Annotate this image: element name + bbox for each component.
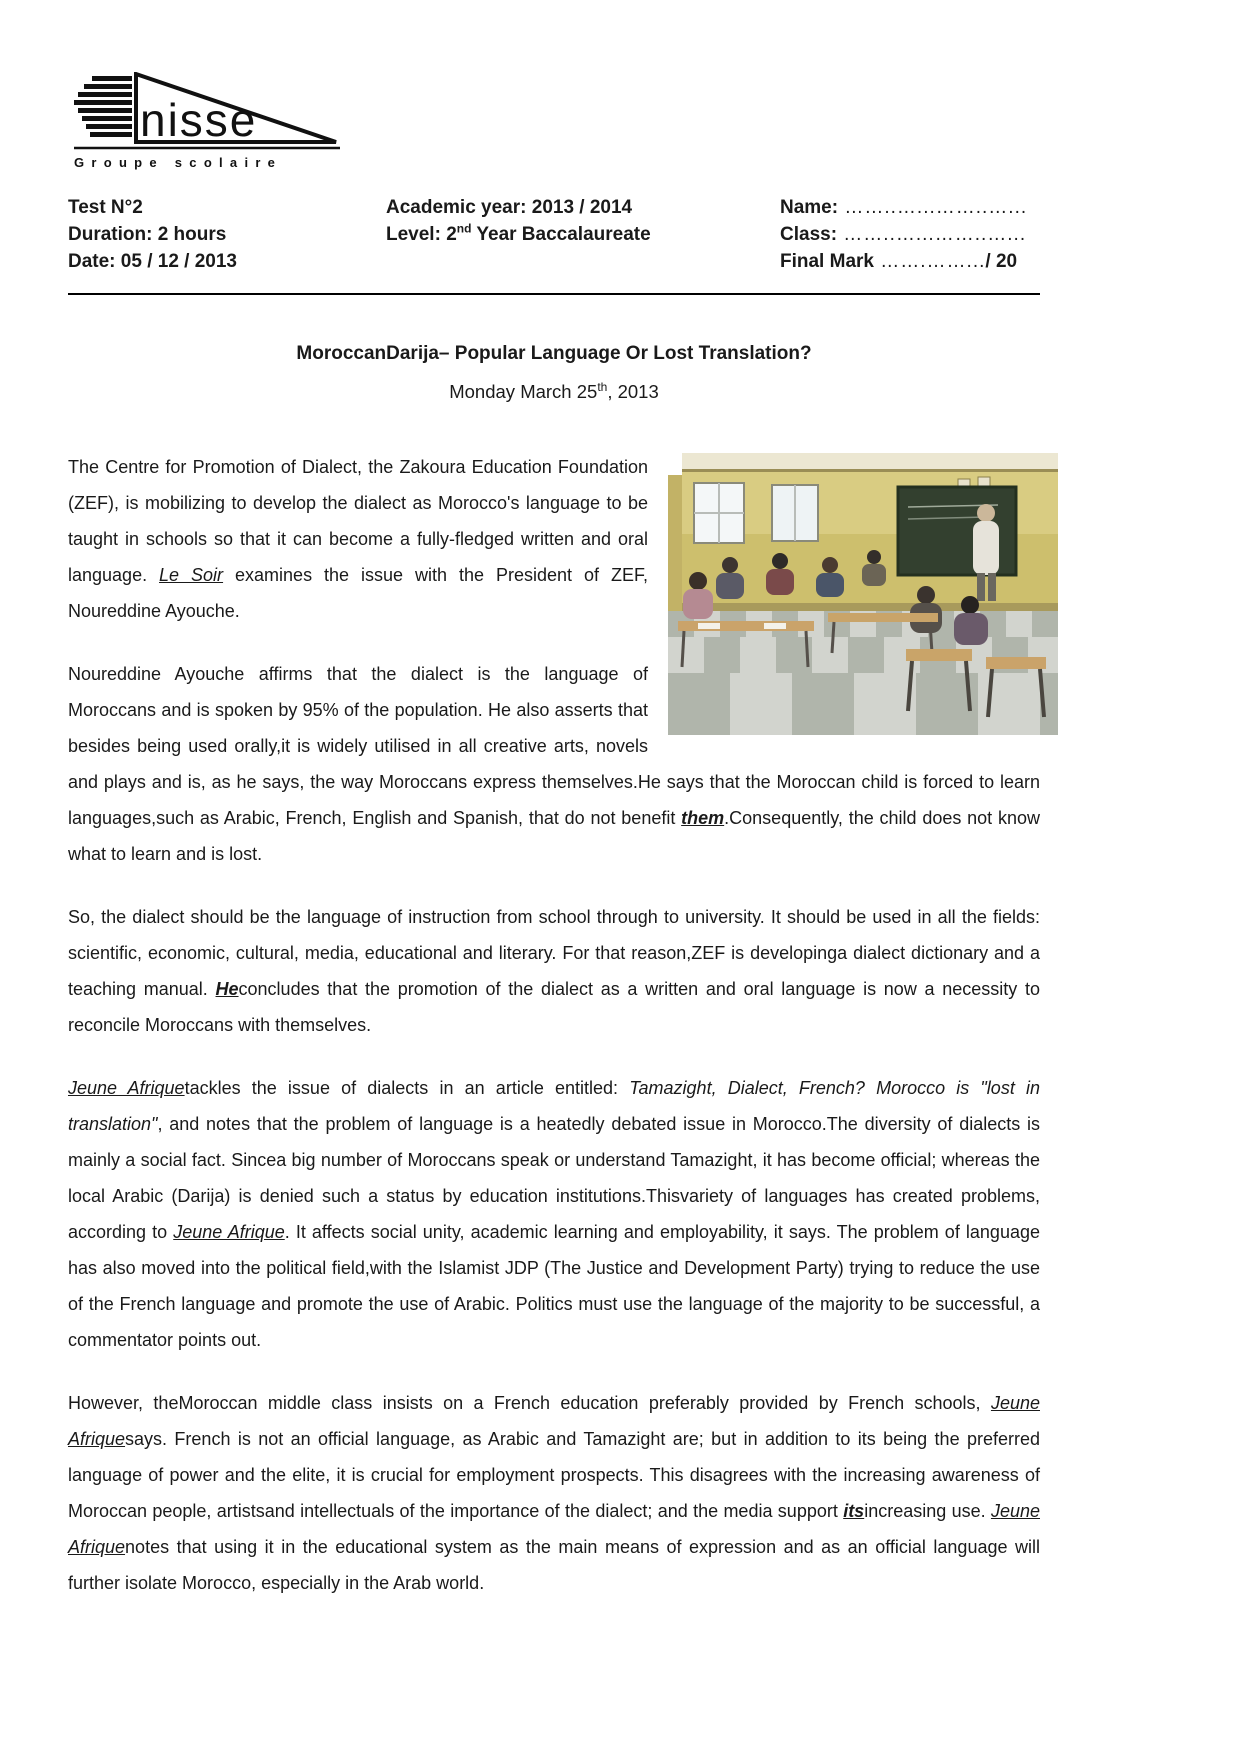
logo-mark-icon [74,72,342,152]
logo-tagline: Groupe scolaire [74,155,283,170]
test-duration: Duration: 2 hours [68,224,227,245]
header-middle-column [386,194,780,275]
final-mark-label: Final Mark [780,251,874,272]
article-body [68,449,1040,1601]
article-paragraph-1: The Centre for Promotion of Dialect, the Zakoura Education Foundation (ZEF), is mobilizing to develop the dialect as Morocco's language to be taught in schools so that it can become a fully-fledged written and oral language. Le Soir examines the issue with the President of ZEF, Noureddine Ayouche. [68,457,648,621]
class-field [780,221,1040,248]
name-field [780,194,1040,221]
academic-year: Academic year: 2013 / 2014 [386,197,633,218]
logo-brand-text: nisse [140,94,258,146]
article-paragraph-5: However, theMoroccan middle class insists on a French education preferably provided by French schools, Jeune Afriquesays. French is not an official language, as Arabic and Tamazight are; but in addition to its being the preferred language of power and the elite, it is crucial for employment prospects. This disagrees with the increasing awareness of Moroccan people, artistsand intellectuals of the importance of the dialect; and the media support itsincreasing use. Jeune Afriquenotes that using it in the educational system as the main means of expression and as an official language will further isolate Morocco, especially in the Arab world. [68,1393,1040,1593]
article-paragraph-3: So, the dialect should be the language of instruction from school through to university. It should be used in all the fields: scientific, economic, cultural, media, educational and literary. For that reason,ZEF is developinga dialect dictionary and a teaching manual. Heconcludes that the promotion of the dialect as a written and oral language is now a necessity to reconcile Moroccans with themselves. [68,907,1040,1035]
header-right-column [780,194,1040,275]
classroom-photo [668,453,1058,735]
level-line [386,221,780,248]
article-paragraph-2: Noureddine Ayouche affirms that the dialect is the language of Moroccans and is spoken by 95% of the population. He also asserts that besides being used orally,it is widely utilised in all creative arts, novels and plays and is, as he says, the way Moroccans express themselves.He says that the Moroccan child is forced to learn languages,such as Arabic, French, English and Spanish, that do not benefit them.Consequently, the child does not know what to learn and is lost. [68,664,1040,864]
article-title: MoroccanDarija– Popular Language Or Lost Translation? [296,343,812,364]
header-divider [68,293,1040,295]
school-logo [74,72,346,170]
test-date: Date: 05 / 12 / 2013 [68,251,237,272]
article-date [68,381,1040,403]
level-prefix: Level: 2 [386,224,457,245]
class-fill-line: ……..…...……..…... [837,224,1027,245]
article-date-suffix: , 2013 [607,381,659,402]
classroom-photo-image [668,453,1058,735]
article-paragraph-4: Jeune Afriquetackles the issue of dialects in an article entitled: Tamazight, Dialect, French? Morocco is "lost in translation", and notes that the problem of language is a heatedly debated issue in Morocco.The diversity of dialects is mainly a social fact. Sincea big number of Moroccans speak or understand Tamazight, it has become official; whereas the local Arabic (Darija) is denied such a status by education institutions.Thisvariety of languages has created problems, according to Jeune Afrique. It affects social unity, academic learning and employability, it says. The problem of language has also moved into the political field,with the Islamist JDP (The Justice and Development Party) trying to reduce the use of the French language and promote the use of Arabic. Politics must use the language of the majority to be successful, a commentator points out. [68,1078,1040,1350]
final-mark-fill-line: …….……... [873,251,986,272]
class-label: Class: [780,224,838,245]
name-fill-line: ……..…...……..…... [838,197,1028,218]
article-date-prefix: Monday March 25 [449,381,598,402]
final-mark-field [780,248,1040,275]
level-suffix: Year Baccalaureate [471,224,651,245]
exam-header [68,194,1040,275]
level-superscript: nd [456,221,472,236]
name-label: Name: [780,197,839,218]
final-mark-total: / 20 [985,251,1018,272]
header-left-column [68,194,386,275]
test-number: Test N°2 [68,197,143,218]
article-date-superscript: th [597,379,608,394]
